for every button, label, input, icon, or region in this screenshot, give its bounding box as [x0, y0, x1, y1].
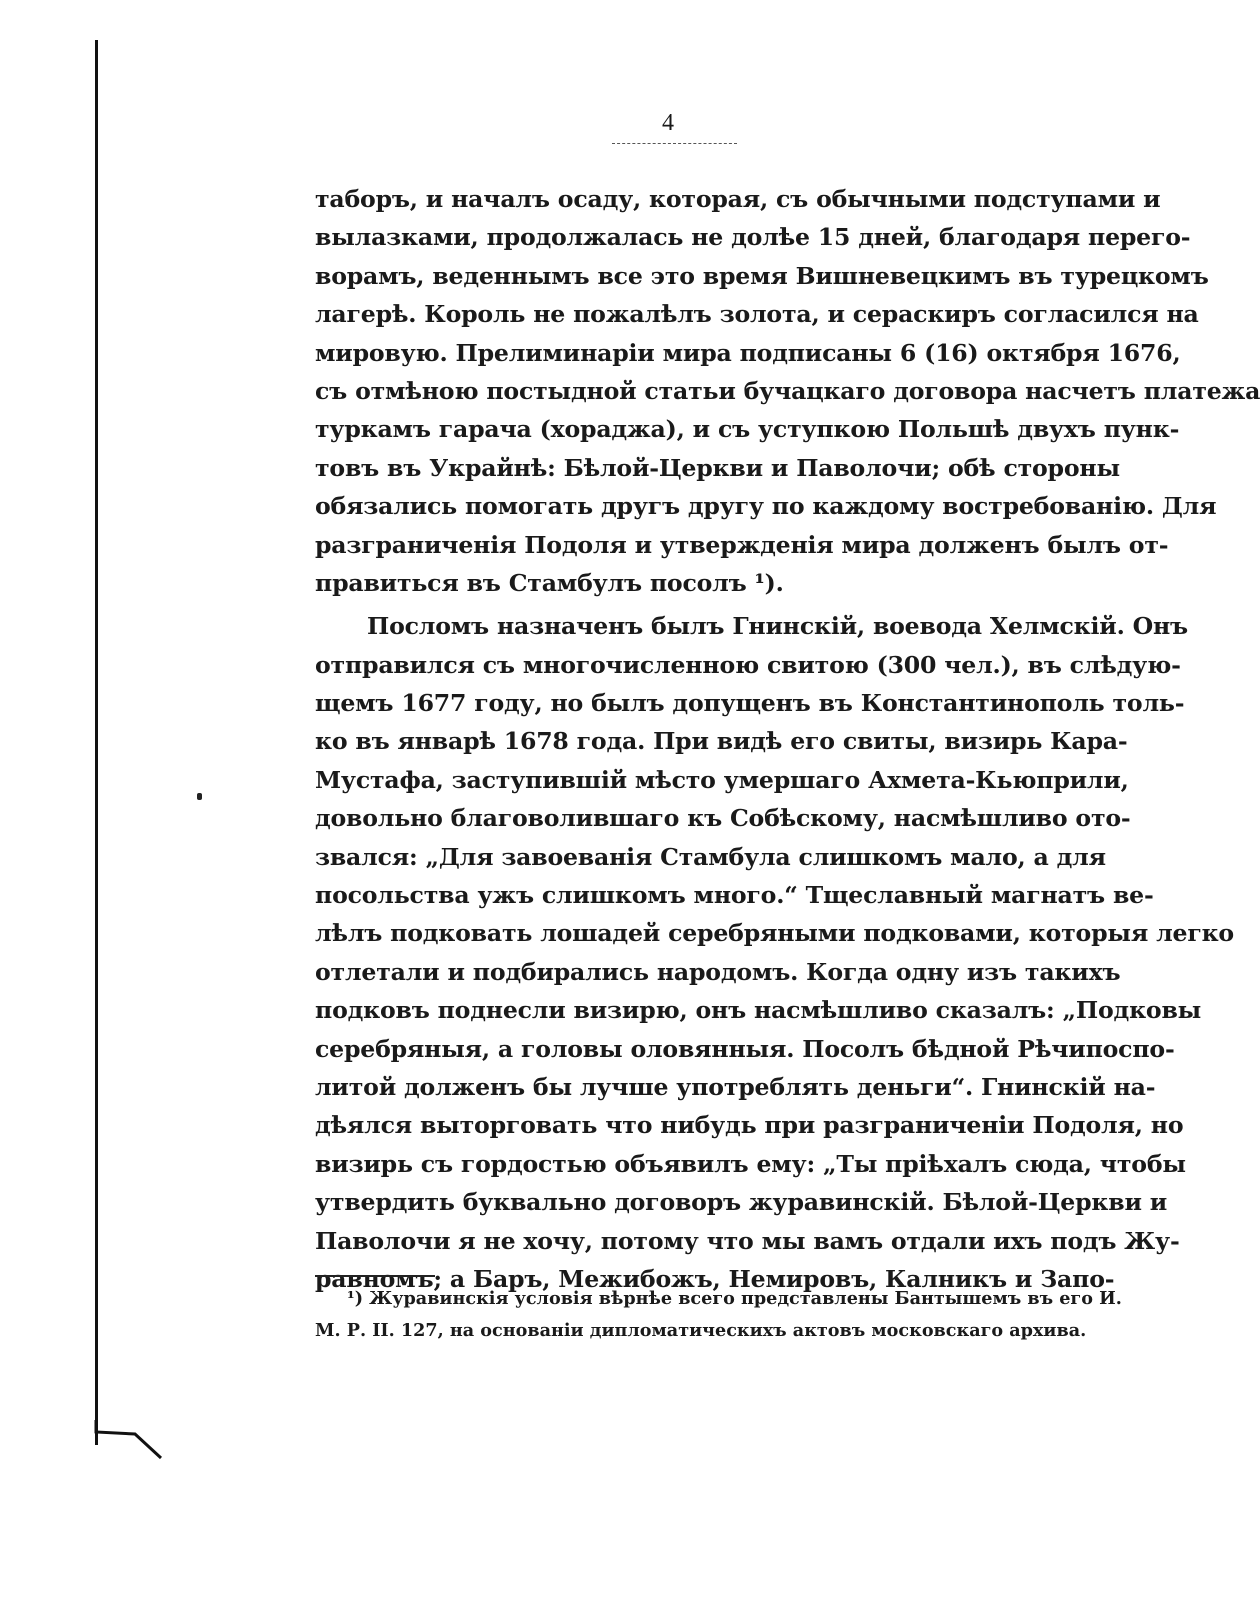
text-line: отлетали и подбирались народомъ. Когда одну изъ такихъ	[315, 957, 1121, 986]
binding-edge-line	[95, 40, 98, 1445]
footnote-line: М. Р. II. 127, на основаніи дипломатическихъ актовъ московскаго архива.	[315, 1320, 1087, 1341]
page-number: 4	[662, 110, 674, 136]
header-rule	[612, 143, 737, 144]
text-line: довольно благоволившаго къ Собѣскому, насмѣшливо ото-	[315, 804, 1131, 833]
text-line: литой долженъ бы лучше употреблять деньги“. Гнинскій на-	[315, 1072, 1156, 1101]
text-line: отправился съ многочисленною свитою (300 чел.), въ слѣдую-	[315, 650, 1181, 679]
text-line: туркамъ гарача (хораджа), и съ уступкою Польшѣ двухъ пунк-	[315, 415, 1180, 444]
text-line: лѣлъ подковать лошадей серебряными подковами, которыя легко	[315, 919, 1234, 948]
text-line: подковъ поднесли визирю, онъ насмѣшливо сказалъ: „Подковы	[315, 996, 1202, 1025]
footnote-line: ¹) Журавинскія условія вѣрнѣе всего представлены Бантышемъ въ его И.	[347, 1288, 1122, 1309]
text-line: Посломъ назначенъ былъ Гнинскій, воевода Хелмскій. Онъ	[367, 612, 1188, 641]
text-line: Мустафа, заступившій мѣсто умершаго Ахмета-Кьюприли,	[315, 765, 1129, 794]
footnote-rule	[315, 1275, 435, 1277]
text-line: звался: „Для завоеванія Стамбула слишкомъ мало, а для	[315, 842, 1106, 871]
text-line: посольства ужъ слишкомъ много.“ Тщеславный магнатъ ве-	[315, 881, 1154, 910]
text-line: обязались помогать другъ другу по каждому востребованію. Для	[315, 492, 1217, 521]
binding-edge-hook	[95, 1420, 165, 1460]
text-line: Паволочи я не хочу, потому что мы вамъ отдали ихъ подъ Жу-	[315, 1226, 1180, 1255]
stray-ink-dot	[197, 793, 202, 800]
text-line: ко въ январѣ 1678 года. При видѣ его свиты, визирь Кара-	[315, 727, 1128, 756]
text-line: разграниченія Подоля и утвержденія мира долженъ былъ от-	[315, 530, 1169, 559]
text-line: визирь съ гордостью объявилъ ему: „Ты пріѣхалъ сюда, чтобы	[315, 1149, 1186, 1178]
footnotes	[315, 1283, 1122, 1347]
body-text	[315, 180, 1260, 1298]
text-line: равномъ; а Баръ, Межибожъ, Немировъ, Калникъ и Запо-	[315, 1264, 1115, 1293]
text-line: щемъ 1677 году, но былъ допущенъ въ Константинополь толь-	[315, 689, 1185, 718]
text-line: дѣялся выторговать что нибудь при разграниченіи Подоля, но	[315, 1111, 1184, 1140]
text-line: таборъ, и началъ осаду, которая, съ обычными подступами и	[315, 185, 1161, 213]
text-line: серебряныя, а головы оловянныя. Посолъ бѣдной Рѣчипоспо-	[315, 1034, 1175, 1063]
text-line: лагерѣ. Король не пожалѣлъ золота, и сераскиръ согласился на	[315, 300, 1199, 329]
text-line: ворамъ, веденнымъ все это время Вишневецкимъ въ турецкомъ	[315, 261, 1209, 290]
text-line: вылазками, продолжалась не долѣе 15 дней, благодаря перего-	[315, 223, 1191, 252]
text-line: мировую. Прелиминаріи мира подписаны 6 (16) октября 1676,	[315, 338, 1181, 367]
text-line: правиться въ Стамбулъ посолъ ¹).	[315, 568, 784, 597]
text-line: утвердить буквально договоръ журавинскій. Бѣлой-Церкви и	[315, 1188, 1168, 1217]
text-line: съ отмѣною постыдной статьи бучацкаго договора насчетъ платежа	[315, 376, 1260, 405]
text-line: товъ въ Украйнѣ: Бѣлой-Церкви и Паволочи; обѣ стороны	[315, 453, 1120, 482]
